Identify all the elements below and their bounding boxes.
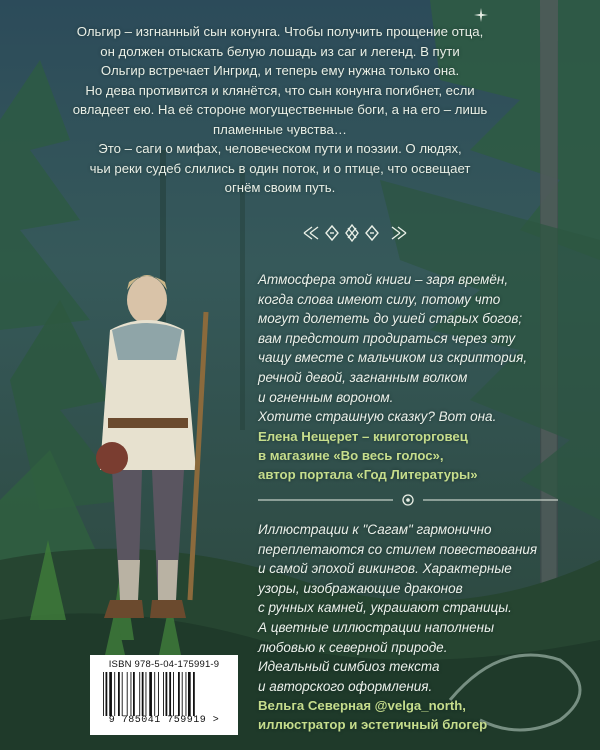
blurb-line: Ольгир встречает Ингрид, и теперь ему нужна только она. [100,63,460,78]
quote-attribution: иллюстратор и эстетичный блогер [258,717,488,733]
barcode-bar [139,672,140,716]
ornament-icon [300,222,410,244]
isbn-barcode [90,655,238,735]
blurb-line: Это – саги о мифах, человеческом пути и поэзии. О людях, [98,141,462,156]
barcode-bar [127,672,128,716]
section-divider [258,492,558,508]
quote-attribution: Елена Нещерет – книготорговец [258,428,468,444]
quote-attribution: Вельга Северная @velga_north, [258,698,466,714]
quote-line: вам предстоит продираться через эту [258,330,516,346]
blurb-line: пламенные чувства… [213,121,347,137]
barcode-bar [149,672,152,716]
barcode-bar [169,672,171,716]
barcode-bar [142,672,144,716]
barcode-bar [114,672,115,716]
barcode-bar [106,672,108,716]
review-quote-1 [258,270,558,484]
quote-line: и огненным вороном. [258,389,394,405]
isbn-label: ISBN 978-5-04-175991-9 [108,659,220,670]
barcode-bar [154,672,155,716]
quote-line: переплетаются со стилем повествования [258,541,538,557]
quote-line: могут долететь до ушей старых богов; [258,311,523,327]
blurb-line: огнём своим путь. [224,180,336,195]
quote-line: любовью к северной природе. [258,639,448,655]
quote-line: А цветные иллюстрации наполнены [258,619,495,635]
blurb-line: овладеет ею. На её стороне могущественные боги, а на его – лишь [72,102,488,117]
quote-attribution: в магазине «Во весь голос», [258,447,444,463]
quote-line: Хотите страшную сказку? Вот она. [258,409,497,425]
barcode-bar [118,672,120,716]
barcode-bar [166,672,168,716]
barcode-bar [188,672,191,716]
barcode-bar [131,672,132,716]
barcode-bars [99,672,229,716]
quote-line: и самой эпохой викингов. Характерные [258,561,512,577]
book-blurb [70,22,490,198]
blurb-line: он должен отыскать белую лошадь из саг и легенд. В пути [100,43,460,59]
barcode-bar [182,672,183,716]
quote-attribution: автор портала «Год Литературы» [258,466,478,482]
barcode-bar [193,672,195,716]
quote-line: когда слова имеют силу, потому что [258,291,501,307]
quote-line: Идеальный симбиоз текста [258,659,440,675]
barcode-bar [122,672,123,716]
quote-line: узоры, изображающие драконов [258,580,463,596]
barcode-bar [163,672,164,716]
barcode-bar [178,672,180,716]
barcode-bar [186,672,187,716]
barcode-bar [173,672,174,716]
barcode-bar [103,672,104,716]
quote-line: и авторского оформления. [258,678,433,694]
blurb-line: чьи реки судеб слились в один поток, и о птице, что освещает [89,160,471,176]
barcode-bar [133,672,135,716]
quote-line: Иллюстрации к "Сагам" гармонично [258,522,492,537]
barcode-bar [158,672,159,716]
quote-line: чащу вместе с мальчиком из скриптория, [258,350,528,366]
quote-line: с рунных камней, украшают страницы. [258,600,512,616]
star-icon [474,8,488,22]
blurb-line: Ольгир – изгнанный сын конунга. Чтобы получить прощение отца, [76,24,484,39]
blurb-line: Но дева противится и клянётся, что сын конунга погибнет, если [85,82,475,98]
quote-line: Атмосфера этой книги – заря времён, [258,272,509,287]
barcode-bar [146,672,147,716]
quote-line: речной девой, загнанным волком [258,369,468,385]
isbn-digits: 9 785041 759919 > [108,715,220,726]
review-quote-2 [258,520,558,734]
barcode-bar [109,672,112,716]
